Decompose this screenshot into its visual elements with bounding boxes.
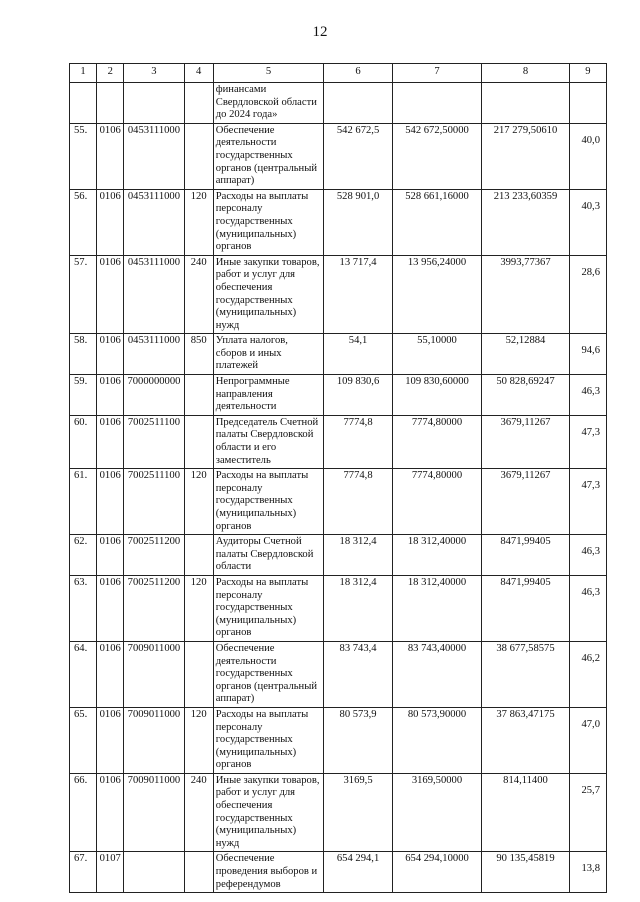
plan-amount-cell: 3169,5 xyxy=(324,773,392,852)
specified-plan-cell: 3169,50000 xyxy=(392,773,482,852)
header-cell: 9 xyxy=(569,64,606,83)
item-name-cell: Иные закупки товаров, работ и услуг для обеспечения государственных (муниципальных) нужд xyxy=(213,255,324,334)
expense-type-cell xyxy=(184,123,213,189)
percent-cell: 46,3 xyxy=(569,575,606,641)
plan-amount-cell: 542 672,5 xyxy=(324,123,392,189)
table-row xyxy=(70,123,607,189)
table-row xyxy=(70,334,607,375)
table-row xyxy=(70,641,607,707)
row-number-cell: 67. xyxy=(70,852,97,893)
row-number-cell: 65. xyxy=(70,707,97,773)
specified-plan-cell: 542 672,50000 xyxy=(392,123,482,189)
specified-plan-cell: 109 830,60000 xyxy=(392,375,482,416)
percent-cell xyxy=(569,83,606,124)
plan-amount-cell xyxy=(324,83,392,124)
executed-amount-cell: 8471,99405 xyxy=(482,575,569,641)
specified-plan-cell: 55,10000 xyxy=(392,334,482,375)
article-code-cell: 7009011000 xyxy=(124,707,184,773)
section-code-cell: 0106 xyxy=(97,707,124,773)
budget-table xyxy=(69,63,607,893)
table-row xyxy=(70,707,607,773)
item-name-cell: Расходы на выплаты персоналу государственных (муниципальных) органов xyxy=(213,707,324,773)
percent-cell: 47,0 xyxy=(569,707,606,773)
item-name-cell: Обеспечение деятельности государственных органов (центральный аппарат) xyxy=(213,123,324,189)
specified-plan-cell: 83 743,40000 xyxy=(392,641,482,707)
header-cell: 6 xyxy=(324,64,392,83)
item-name-cell: Уплата налогов, сборов и иных платежей xyxy=(213,334,324,375)
plan-amount-cell: 7774,8 xyxy=(324,469,392,535)
table-row xyxy=(70,469,607,535)
section-code-cell: 0106 xyxy=(97,255,124,334)
percent-cell: 46,3 xyxy=(569,375,606,416)
header-cell: 7 xyxy=(392,64,482,83)
expense-type-cell: 850 xyxy=(184,334,213,375)
percent-cell: 47,3 xyxy=(569,415,606,468)
plan-amount-cell: 54,1 xyxy=(324,334,392,375)
expense-type-cell xyxy=(184,852,213,893)
article-code-cell: 7002511100 xyxy=(124,469,184,535)
expense-type-cell xyxy=(184,415,213,468)
percent-cell: 40,3 xyxy=(569,189,606,255)
percent-cell: 13,8 xyxy=(569,852,606,893)
row-number-cell: 58. xyxy=(70,334,97,375)
row-number-cell: 66. xyxy=(70,773,97,852)
article-code-cell: 7002511100 xyxy=(124,415,184,468)
expense-type-cell: 120 xyxy=(184,575,213,641)
expense-type-cell xyxy=(184,641,213,707)
item-name-cell: Обеспечение деятельности государственных органов (центральный аппарат) xyxy=(213,641,324,707)
row-number-cell: 55. xyxy=(70,123,97,189)
plan-amount-cell: 528 901,0 xyxy=(324,189,392,255)
article-code-cell: 0453111000 xyxy=(124,189,184,255)
specified-plan-cell: 18 312,40000 xyxy=(392,535,482,576)
executed-amount-cell: 814,11400 xyxy=(482,773,569,852)
executed-amount-cell: 213 233,60359 xyxy=(482,189,569,255)
plan-amount-cell: 18 312,4 xyxy=(324,535,392,576)
section-code-cell: 0106 xyxy=(97,575,124,641)
specified-plan-cell: 7774,80000 xyxy=(392,415,482,468)
expense-type-cell: 120 xyxy=(184,189,213,255)
percent-cell: 46,2 xyxy=(569,641,606,707)
row-number-cell: 59. xyxy=(70,375,97,416)
percent-cell: 40,0 xyxy=(569,123,606,189)
section-code-cell: 0106 xyxy=(97,415,124,468)
executed-amount-cell: 37 863,47175 xyxy=(482,707,569,773)
item-name-cell: Обеспечение проведения выборов и референдумов xyxy=(213,852,324,893)
expense-type-cell xyxy=(184,375,213,416)
article-code-cell: 0453111000 xyxy=(124,255,184,334)
header-cell: 1 xyxy=(70,64,97,83)
item-name-cell: Расходы на выплаты персоналу государственных (муниципальных) органов xyxy=(213,189,324,255)
expense-type-cell: 240 xyxy=(184,773,213,852)
item-name-cell: Расходы на выплаты персоналу государственных (муниципальных) органов xyxy=(213,575,324,641)
item-name-cell: Председатель Счетной палаты Свердловской области и его заместитель xyxy=(213,415,324,468)
executed-amount-cell: 3993,77367 xyxy=(482,255,569,334)
specified-plan-cell xyxy=(392,83,482,124)
executed-amount-cell: 50 828,69247 xyxy=(482,375,569,416)
executed-amount-cell: 3679,11267 xyxy=(482,415,569,468)
table-row xyxy=(70,535,607,576)
section-code-cell: 0106 xyxy=(97,334,124,375)
section-code-cell xyxy=(97,83,124,124)
section-code-cell: 0106 xyxy=(97,641,124,707)
table-row xyxy=(70,83,607,124)
item-name-cell: Расходы на выплаты персоналу государственных (муниципальных) органов xyxy=(213,469,324,535)
article-code-cell: 7002511200 xyxy=(124,535,184,576)
table-body xyxy=(70,83,607,893)
header-cell: 3 xyxy=(124,64,184,83)
table-row xyxy=(70,575,607,641)
table-row xyxy=(70,375,607,416)
expense-type-cell: 120 xyxy=(184,707,213,773)
specified-plan-cell: 80 573,90000 xyxy=(392,707,482,773)
section-code-cell: 0106 xyxy=(97,773,124,852)
header-cell: 5 xyxy=(213,64,324,83)
plan-amount-cell: 83 743,4 xyxy=(324,641,392,707)
expense-type-cell xyxy=(184,535,213,576)
header-cell: 2 xyxy=(97,64,124,83)
table-row xyxy=(70,773,607,852)
section-code-cell: 0106 xyxy=(97,375,124,416)
item-name-cell: Непрограммные направления деятельности xyxy=(213,375,324,416)
article-code-cell: 0453111000 xyxy=(124,123,184,189)
article-code-cell xyxy=(124,852,184,893)
executed-amount-cell: 52,12884 xyxy=(482,334,569,375)
section-code-cell: 0106 xyxy=(97,469,124,535)
table-row xyxy=(70,415,607,468)
row-number-cell: 56. xyxy=(70,189,97,255)
article-code-cell: 7009011000 xyxy=(124,641,184,707)
plan-amount-cell: 654 294,1 xyxy=(324,852,392,893)
executed-amount-cell: 217 279,50610 xyxy=(482,123,569,189)
row-number-cell: 57. xyxy=(70,255,97,334)
percent-cell: 25,7 xyxy=(569,773,606,852)
row-number-cell: 61. xyxy=(70,469,97,535)
row-number-cell: 64. xyxy=(70,641,97,707)
specified-plan-cell: 18 312,40000 xyxy=(392,575,482,641)
expense-type-cell: 240 xyxy=(184,255,213,334)
table-row xyxy=(70,852,607,893)
plan-amount-cell: 7774,8 xyxy=(324,415,392,468)
header-cell: 4 xyxy=(184,64,213,83)
percent-cell: 94,6 xyxy=(569,334,606,375)
article-code-cell: 7000000000 xyxy=(124,375,184,416)
executed-amount-cell: 8471,99405 xyxy=(482,535,569,576)
item-name-cell: финансами Свердловской области до 2024 года» xyxy=(213,83,324,124)
item-name-cell: Иные закупки товаров, работ и услуг для обеспечения государственных (муниципальных) нужд xyxy=(213,773,324,852)
percent-cell: 47,3 xyxy=(569,469,606,535)
plan-amount-cell: 13 717,4 xyxy=(324,255,392,334)
percent-cell: 28,6 xyxy=(569,255,606,334)
executed-amount-cell: 38 677,58575 xyxy=(482,641,569,707)
specified-plan-cell: 654 294,10000 xyxy=(392,852,482,893)
expense-type-cell xyxy=(184,83,213,124)
item-name-cell: Аудиторы Счетной палаты Свердловской области xyxy=(213,535,324,576)
section-code-cell: 0107 xyxy=(97,852,124,893)
section-code-cell: 0106 xyxy=(97,535,124,576)
executed-amount-cell: 3679,11267 xyxy=(482,469,569,535)
row-number-cell: 63. xyxy=(70,575,97,641)
expense-type-cell: 120 xyxy=(184,469,213,535)
row-number-cell xyxy=(70,83,97,124)
table-row xyxy=(70,189,607,255)
article-code-cell: 7009011000 xyxy=(124,773,184,852)
article-code-cell: 7002511200 xyxy=(124,575,184,641)
header-row xyxy=(70,64,607,83)
row-number-cell: 62. xyxy=(70,535,97,576)
specified-plan-cell: 13 956,24000 xyxy=(392,255,482,334)
page-number: 12 xyxy=(312,24,328,40)
specified-plan-cell: 528 661,16000 xyxy=(392,189,482,255)
plan-amount-cell: 109 830,6 xyxy=(324,375,392,416)
header-cell: 8 xyxy=(482,64,569,83)
executed-amount-cell: 90 135,45819 xyxy=(482,852,569,893)
table-row xyxy=(70,255,607,334)
plan-amount-cell: 18 312,4 xyxy=(324,575,392,641)
section-code-cell: 0106 xyxy=(97,189,124,255)
plan-amount-cell: 80 573,9 xyxy=(324,707,392,773)
section-code-cell: 0106 xyxy=(97,123,124,189)
executed-amount-cell xyxy=(482,83,569,124)
percent-cell: 46,3 xyxy=(569,535,606,576)
row-number-cell: 60. xyxy=(70,415,97,468)
specified-plan-cell: 7774,80000 xyxy=(392,469,482,535)
article-code-cell xyxy=(124,83,184,124)
article-code-cell: 0453111000 xyxy=(124,334,184,375)
